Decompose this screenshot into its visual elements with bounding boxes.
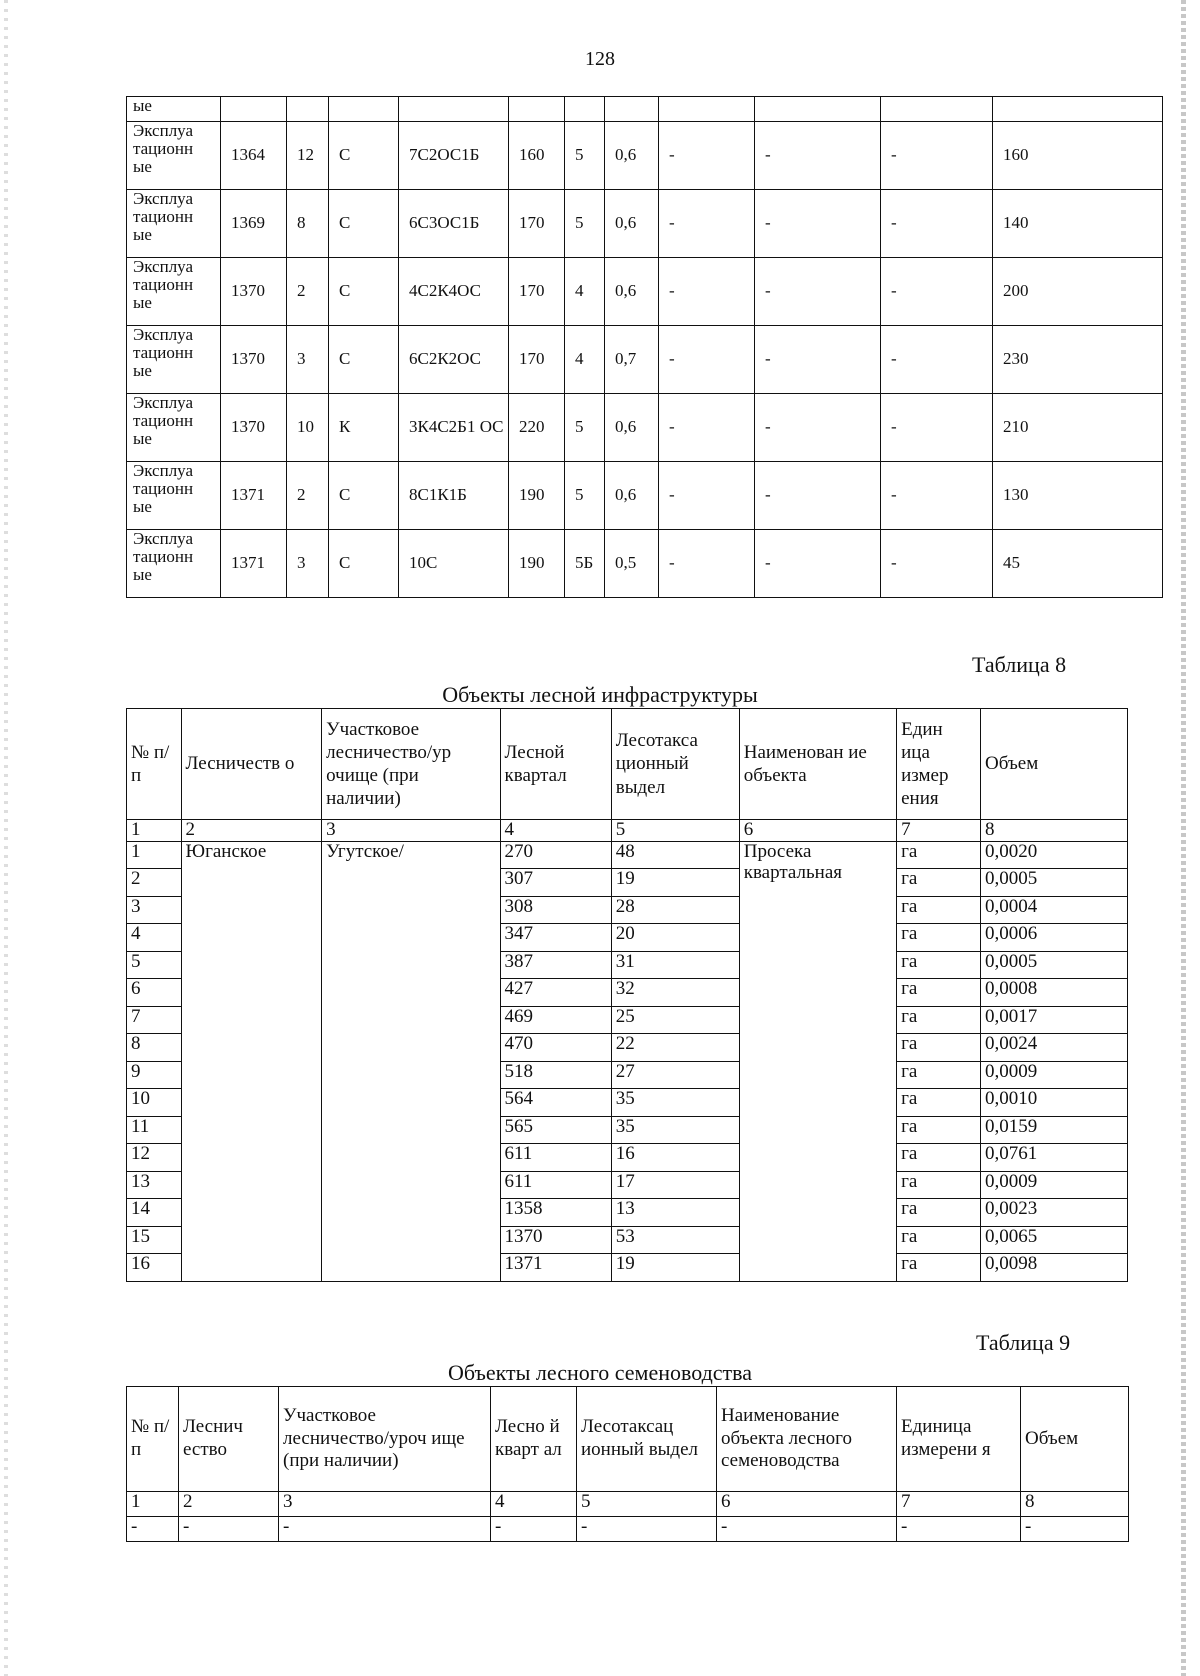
table-cell: 170 <box>509 258 565 326</box>
index-cell: 4 <box>500 820 611 842</box>
table-cell: - <box>755 462 881 530</box>
unit-cell: га <box>897 1034 981 1062</box>
table-cell: 4 <box>565 258 605 326</box>
table-row <box>127 326 1163 394</box>
table-cell: - <box>1021 1517 1129 1542</box>
table9-title: Объекты лесного семеноводства <box>447 1360 753 1385</box>
volume-cell: 0,0023 <box>981 1199 1128 1227</box>
table-cell: - <box>755 258 881 326</box>
category-line: тационн <box>133 206 194 226</box>
category-line: Эксплуа <box>133 189 194 208</box>
table-cell: 1369 <box>221 190 287 258</box>
kvartal-cell: 1370 <box>500 1226 611 1254</box>
row-number-cell: 9 <box>127 1061 182 1089</box>
category-line: тационн <box>133 478 194 498</box>
kvartal-cell: 470 <box>500 1034 611 1062</box>
table8-body <box>127 709 1128 1282</box>
table-cell: 8С1К1Б <box>399 462 509 530</box>
category-line: ые <box>133 428 152 448</box>
table-cell: 7С2ОС1Б <box>399 122 509 190</box>
table-cell <box>329 97 399 122</box>
table-cell: - <box>659 394 755 462</box>
vydel-cell: 35 <box>611 1089 739 1117</box>
table8-title: Объекты лесной инфраструктуры <box>442 682 758 707</box>
category-cell <box>127 326 221 394</box>
table-cell <box>565 97 605 122</box>
vydel-cell: 35 <box>611 1116 739 1144</box>
volume-cell: 0,0006 <box>981 924 1128 952</box>
category-line: ые <box>133 292 152 312</box>
table-cell <box>399 97 509 122</box>
vydel-cell: 22 <box>611 1034 739 1062</box>
table-cell <box>881 97 993 122</box>
district-cell: Угутское/ <box>322 841 500 1281</box>
row-number-cell: 2 <box>127 869 182 897</box>
table-cell: 5 <box>565 122 605 190</box>
volume-cell: 0,0008 <box>981 979 1128 1007</box>
table-cell: 0,6 <box>605 190 659 258</box>
table-cell: 0,7 <box>605 326 659 394</box>
kvartal-cell: 347 <box>500 924 611 952</box>
table-cell: - <box>659 326 755 394</box>
table-cell: 140 <box>993 190 1163 258</box>
table-row <box>127 394 1163 462</box>
table8-label: Таблица 8 <box>972 652 1067 677</box>
table-cell: 1371 <box>221 462 287 530</box>
table-cell: 170 <box>509 190 565 258</box>
unit-cell: га <box>897 951 981 979</box>
kvartal-cell: 611 <box>500 1144 611 1172</box>
vydel-cell: 31 <box>611 951 739 979</box>
index-cell: 8 <box>1021 1492 1129 1517</box>
table-cell: 3 <box>287 530 329 598</box>
index-cell: 2 <box>179 1492 279 1517</box>
table-row <box>127 841 1128 869</box>
table-cell: - <box>881 394 993 462</box>
table-cell: 3К4С2Б1 ОС <box>399 394 509 462</box>
index-cell: 3 <box>322 820 500 842</box>
table-cell: С <box>329 530 399 598</box>
volume-cell: 0,0020 <box>981 841 1128 869</box>
table-cell: - <box>659 122 755 190</box>
table-cell: 10 <box>287 394 329 462</box>
header-cell: Лесничеств о <box>181 709 322 820</box>
table-cell: 170 <box>509 326 565 394</box>
category-line: Эксплуа <box>133 121 194 140</box>
table-cell: - <box>881 326 993 394</box>
header-cell: Лесно й кварт ал <box>491 1387 577 1492</box>
table-cell: 4С2К4ОС <box>399 258 509 326</box>
table-cell: - <box>881 462 993 530</box>
volume-cell: 0,0159 <box>981 1116 1128 1144</box>
scan-edge-right <box>1181 0 1186 1676</box>
table-cell: 3 <box>287 326 329 394</box>
table-cell: - <box>755 122 881 190</box>
table-cell: 4 <box>565 326 605 394</box>
category-line: Эксплуа <box>133 257 194 276</box>
header-cell: Объем <box>981 709 1128 820</box>
index-cell: 7 <box>897 1492 1021 1517</box>
table-cell: - <box>881 530 993 598</box>
row-number-cell: 8 <box>127 1034 182 1062</box>
category-line: ые <box>133 224 152 244</box>
table-cell: 230 <box>993 326 1163 394</box>
table-cell: 45 <box>993 530 1163 598</box>
kvartal-cell: 611 <box>500 1171 611 1199</box>
header-cell: Участковое лесничество/уроч ище (при наличии) <box>279 1387 491 1492</box>
continued-table <box>126 96 1163 598</box>
index-cell: 4 <box>491 1492 577 1517</box>
table-cell: 12 <box>287 122 329 190</box>
row-number-cell: 5 <box>127 951 182 979</box>
vydel-cell: 19 <box>611 1254 739 1282</box>
unit-cell: га <box>897 1171 981 1199</box>
category-line: Эксплуа <box>133 461 194 480</box>
table-cell: 1370 <box>221 258 287 326</box>
category-line: тационн <box>133 342 194 362</box>
index-cell: 5 <box>577 1492 717 1517</box>
table-row <box>127 97 1163 122</box>
category-line: тационн <box>133 138 194 158</box>
kvartal-cell: 469 <box>500 1006 611 1034</box>
vydel-cell: 53 <box>611 1226 739 1254</box>
unit-cell: га <box>897 1006 981 1034</box>
table-cell: 0,5 <box>605 530 659 598</box>
category-cell <box>127 394 221 462</box>
vydel-cell: 19 <box>611 869 739 897</box>
unit-cell: га <box>897 869 981 897</box>
row-number-cell: 3 <box>127 896 182 924</box>
vydel-cell: 20 <box>611 924 739 952</box>
kvartal-cell: 427 <box>500 979 611 1007</box>
table-cell <box>755 97 881 122</box>
vydel-cell: 27 <box>611 1061 739 1089</box>
category-cell <box>127 190 221 258</box>
vydel-cell: 16 <box>611 1144 739 1172</box>
kvartal-cell: 270 <box>500 841 611 869</box>
category-cell <box>127 258 221 326</box>
table-cell: С <box>329 122 399 190</box>
table8 <box>126 708 1128 1282</box>
header-cell: Лесной квартал <box>500 709 611 820</box>
table-cell: - <box>491 1517 577 1542</box>
table-cell: 5 <box>565 190 605 258</box>
row-number-cell: 12 <box>127 1144 182 1172</box>
continued-table-body <box>127 97 1163 598</box>
index-cell: 5 <box>611 820 739 842</box>
volume-cell: 0,0017 <box>981 1006 1128 1034</box>
table-cell: 10С <box>399 530 509 598</box>
kvartal-cell: 387 <box>500 951 611 979</box>
row-number-cell: 13 <box>127 1171 182 1199</box>
volume-cell: 0,0009 <box>981 1061 1128 1089</box>
category-line: тационн <box>133 546 194 566</box>
table-row <box>127 1517 1129 1542</box>
table-cell <box>659 97 755 122</box>
table-cell: - <box>179 1517 279 1542</box>
column-index-row <box>127 1492 1129 1517</box>
table-cell: 0,6 <box>605 394 659 462</box>
row-number-cell: 15 <box>127 1226 182 1254</box>
table-cell: 160 <box>993 122 1163 190</box>
unit-cell: га <box>897 896 981 924</box>
table-cell: - <box>127 1517 179 1542</box>
row-number-cell: 1 <box>127 841 182 869</box>
table-cell: 8 <box>287 190 329 258</box>
vydel-cell: 28 <box>611 896 739 924</box>
unit-cell: га <box>897 1226 981 1254</box>
table-cell: 190 <box>509 462 565 530</box>
table9 <box>126 1386 1129 1542</box>
row-number-cell: 4 <box>127 924 182 952</box>
table-row <box>127 462 1163 530</box>
row-number-cell: 10 <box>127 1089 182 1117</box>
volume-cell: 0,0004 <box>981 896 1128 924</box>
volume-cell: 0,0065 <box>981 1226 1128 1254</box>
table-cell: - <box>881 122 993 190</box>
header-cell: Леснич ество <box>179 1387 279 1492</box>
index-cell: 3 <box>279 1492 491 1517</box>
volume-cell: 0,0005 <box>981 951 1128 979</box>
kvartal-cell: 308 <box>500 896 611 924</box>
table-cell: 1371 <box>221 530 287 598</box>
table-cell: 2 <box>287 462 329 530</box>
table-cell: - <box>279 1517 491 1542</box>
table-cell <box>287 97 329 122</box>
header-cell: Лесотаксац ионный выдел <box>577 1387 717 1492</box>
row-number-cell: 11 <box>127 1116 182 1144</box>
volume-cell: 0,0024 <box>981 1034 1128 1062</box>
table-cell: - <box>755 190 881 258</box>
kvartal-cell: 565 <box>500 1116 611 1144</box>
unit-cell: га <box>897 1089 981 1117</box>
category-line: ые <box>133 360 152 380</box>
table-row <box>127 190 1163 258</box>
table-cell: 0,6 <box>605 462 659 530</box>
table-cell: С <box>329 326 399 394</box>
table-row <box>127 258 1163 326</box>
table-cell <box>993 97 1163 122</box>
volume-cell: 0,0098 <box>981 1254 1128 1282</box>
index-cell: 2 <box>181 820 322 842</box>
unit-cell: га <box>897 1199 981 1227</box>
category-line: тационн <box>133 410 194 430</box>
table-cell <box>605 97 659 122</box>
table-cell: С <box>329 190 399 258</box>
table-cell: 190 <box>509 530 565 598</box>
table-cell: - <box>881 190 993 258</box>
volume-cell: 0,0009 <box>981 1171 1128 1199</box>
unit-cell: га <box>897 841 981 869</box>
header-cell: Наименован ие объекта <box>739 709 896 820</box>
scan-edge-left <box>4 0 8 1676</box>
kvartal-cell: 564 <box>500 1089 611 1117</box>
table-cell <box>509 97 565 122</box>
table-cell: - <box>755 394 881 462</box>
category-cell <box>127 462 221 530</box>
unit-cell: га <box>897 924 981 952</box>
volume-cell: 0,0010 <box>981 1089 1128 1117</box>
table-cell: 0,6 <box>605 122 659 190</box>
kvartal-cell: 1358 <box>500 1199 611 1227</box>
category-line: ые <box>133 156 152 176</box>
table-cell: - <box>881 258 993 326</box>
index-cell: 6 <box>739 820 896 842</box>
vydel-cell: 17 <box>611 1171 739 1199</box>
table-cell: - <box>659 530 755 598</box>
category-line: Эксплуа <box>133 325 194 344</box>
kvartal-cell: 518 <box>500 1061 611 1089</box>
row-number-cell: 16 <box>127 1254 182 1282</box>
volume-cell: 0,0005 <box>981 869 1128 897</box>
table-cell: - <box>659 462 755 530</box>
table-cell: - <box>897 1517 1021 1542</box>
table-cell: 2 <box>287 258 329 326</box>
header-cell: Единица измерени я <box>897 1387 1021 1492</box>
table-cell: 5Б <box>565 530 605 598</box>
table-row <box>127 122 1163 190</box>
table-cell: С <box>329 462 399 530</box>
table-cell: 200 <box>993 258 1163 326</box>
forestry-cell: Юганское <box>181 841 322 1281</box>
table-cell <box>221 97 287 122</box>
table-cell: С <box>329 258 399 326</box>
category-cell <box>127 530 221 598</box>
table-cell: - <box>755 530 881 598</box>
header-cell: Объем <box>1021 1387 1129 1492</box>
table-cell: - <box>577 1517 717 1542</box>
page-number: 128 <box>585 48 615 70</box>
header-cell: Един ица измер ения <box>897 709 981 820</box>
kvartal-cell: 307 <box>500 869 611 897</box>
index-cell: 6 <box>717 1492 897 1517</box>
vydel-cell: 13 <box>611 1199 739 1227</box>
table-cell: 5 <box>565 394 605 462</box>
header-cell: Участковое лесничество/ур очище (при наличии) <box>322 709 500 820</box>
volume-cell: 0,0761 <box>981 1144 1128 1172</box>
index-cell: 1 <box>127 820 182 842</box>
row-number-cell: 14 <box>127 1199 182 1227</box>
header-cell: Лесотакса ционный выдел <box>611 709 739 820</box>
table-cell: - <box>717 1517 897 1542</box>
index-cell: 1 <box>127 1492 179 1517</box>
table-cell: 1370 <box>221 326 287 394</box>
category-cell <box>127 122 221 190</box>
table-cell: 130 <box>993 462 1163 530</box>
unit-cell: га <box>897 979 981 1007</box>
row-number-cell: 7 <box>127 1006 182 1034</box>
unit-cell: га <box>897 1254 981 1282</box>
kvartal-cell: 1371 <box>500 1254 611 1282</box>
table-cell: 6С3ОС1Б <box>399 190 509 258</box>
table-cell: - <box>755 326 881 394</box>
category-line: Эксплуа <box>133 393 194 412</box>
table-cell: 210 <box>993 394 1163 462</box>
category-line: ые <box>133 564 152 584</box>
vydel-cell: 48 <box>611 841 739 869</box>
unit-cell: га <box>897 1116 981 1144</box>
table-cell: - <box>659 258 755 326</box>
category-line: тационн <box>133 274 194 294</box>
table-header-row <box>127 1387 1129 1492</box>
index-cell: 7 <box>897 820 981 842</box>
unit-cell: га <box>897 1061 981 1089</box>
table9-label: Таблица 9 <box>976 1330 1071 1355</box>
table-cell: 160 <box>509 122 565 190</box>
object-name-cell: Просека квартальная <box>739 841 896 1281</box>
row-number-cell: 6 <box>127 979 182 1007</box>
table-cell: К <box>329 394 399 462</box>
table-cell: ые <box>127 97 221 122</box>
unit-cell: га <box>897 1144 981 1172</box>
table-cell: 1364 <box>221 122 287 190</box>
category-line: ые <box>133 496 152 516</box>
table-cell: 5 <box>565 462 605 530</box>
index-cell: 8 <box>981 820 1128 842</box>
table-row <box>127 530 1163 598</box>
header-cell: № п/п <box>127 1387 179 1492</box>
table-header-row <box>127 709 1128 820</box>
vydel-cell: 25 <box>611 1006 739 1034</box>
header-cell: № п/п <box>127 709 182 820</box>
table-cell: 220 <box>509 394 565 462</box>
header-cell: Наименование объекта лесного семеноводства <box>717 1387 897 1492</box>
vydel-cell: 32 <box>611 979 739 1007</box>
table-cell: 6С2К2ОС <box>399 326 509 394</box>
table-cell: 1370 <box>221 394 287 462</box>
column-index-row <box>127 820 1128 842</box>
table-cell: 0,6 <box>605 258 659 326</box>
category-line: Эксплуа <box>133 529 194 548</box>
table-cell: - <box>659 190 755 258</box>
